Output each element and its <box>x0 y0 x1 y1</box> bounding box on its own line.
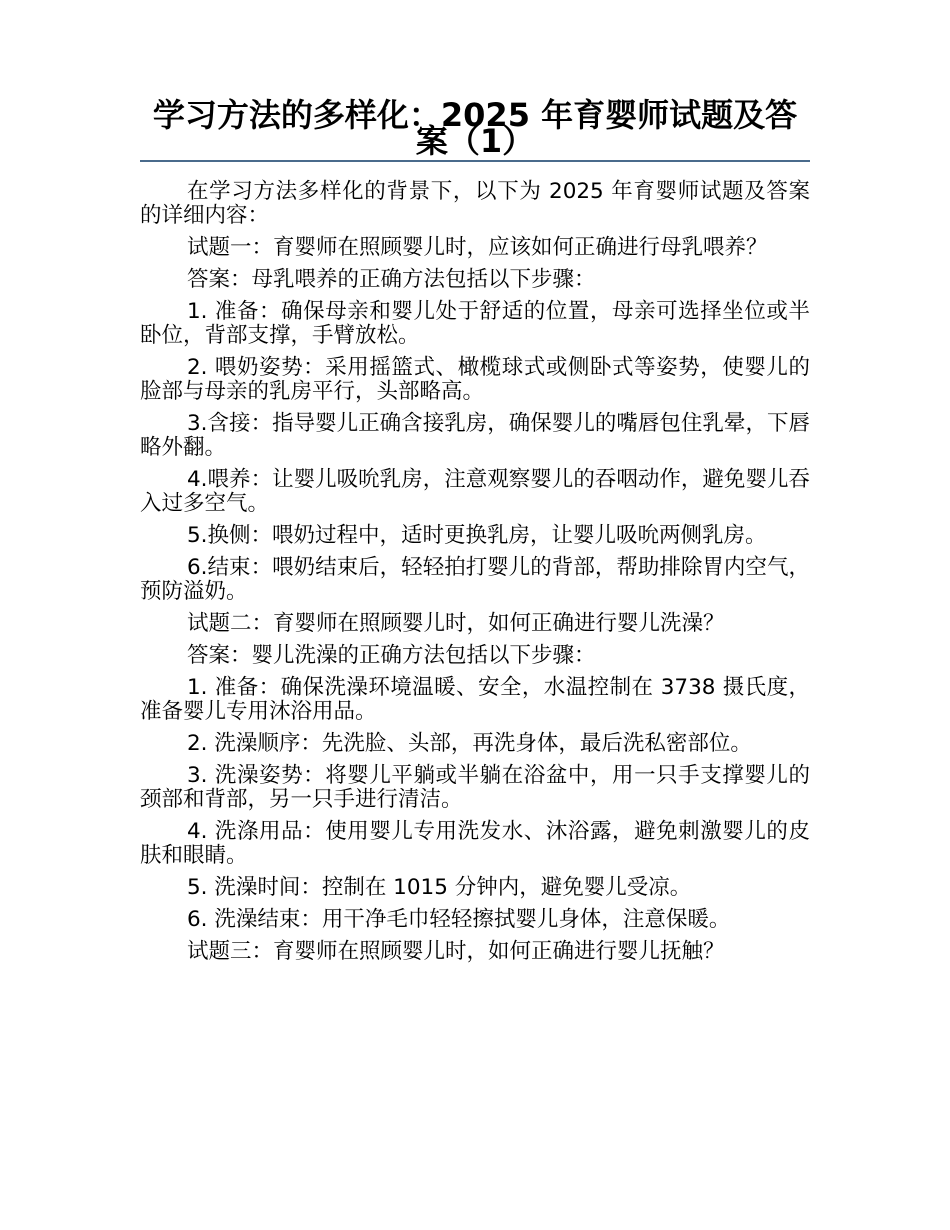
answer-1-step-4: 4.喂养：让婴儿吸吮乳房，注意观察婴儿的吞咽动作，避免婴儿吞入过多空气。 <box>140 467 810 516</box>
intro-paragraph: 在学习方法多样化的背景下，以下为 2025 年育婴师试题及答案的详细内容： <box>140 179 810 228</box>
title-underline <box>140 160 810 162</box>
answer-1-step-5: 5.换侧：喂奶过程中，适时更换乳房，让婴儿吸吮两侧乳房。 <box>187 523 767 548</box>
answer-2-step-6: 6. 洗澡结束：用干净毛巾轻轻擦拭婴儿身体，注意保暖。 <box>187 907 731 932</box>
answer-1-step-2: 2. 喂奶姿势：采用摇篮式、橄榄球式或侧卧式等姿势，使婴儿的脸部与母亲的乳房平行，头部略高。 <box>140 355 810 404</box>
answer-2-step-1: 1. 准备：确保洗澡环境温暖、安全，水温控制在 3738 摄氏度，准备婴儿专用沐浴用品。 <box>140 675 810 724</box>
answer-1-heading: 答案：母乳喂养的正确方法包括以下步骤： <box>187 267 596 292</box>
answer-2-step-2: 2. 洗澡顺序：先洗脸、头部，再洗身体，最后洗私密部位。 <box>187 731 752 756</box>
question-2: 试题二：育婴师在照顾婴儿时，如何正确进行婴儿洗澡？ <box>187 611 725 636</box>
answer-1-step-1: 1. 准备：确保母亲和婴儿处于舒适的位置，母亲可选择坐位或半卧位，背部支撑，手臂放松。 <box>140 299 810 348</box>
answer-2-step-3: 3. 洗澡姿势：将婴儿平躺或半躺在浴盆中，用一只手支撑婴儿的颈部和背部，另一只手进行清洁。 <box>140 763 810 812</box>
answer-2-step-4: 4. 洗涤用品：使用婴儿专用洗发水、沐浴露，避免刺激婴儿的皮肤和眼睛。 <box>140 819 810 868</box>
question-3: 试题三：育婴师在照顾婴儿时，如何正确进行婴儿抚触？ <box>187 939 725 964</box>
answer-1-step-3: 3.含接：指导婴儿正确含接乳房，确保婴儿的嘴唇包住乳晕，下唇略外翻。 <box>140 411 810 460</box>
answer-2-heading: 答案：婴儿洗澡的正确方法包括以下步骤： <box>187 643 596 668</box>
document-body <box>140 180 810 972</box>
answer-2-step-5: 5. 洗澡时间：控制在 1015 分钟内，避免婴儿受凉。 <box>187 875 692 900</box>
document-title: 学习方法的多样化：2025 年育婴师试题及答案（1） <box>152 96 798 160</box>
question-1: 试题一：育婴师在照顾婴儿时，应该如何正确进行母乳喂养？ <box>187 235 768 260</box>
answer-1-step-6: 6.结束：喂奶结束后，轻轻拍打婴儿的背部，帮助排除胃内空气，预防溢奶。 <box>140 555 810 604</box>
